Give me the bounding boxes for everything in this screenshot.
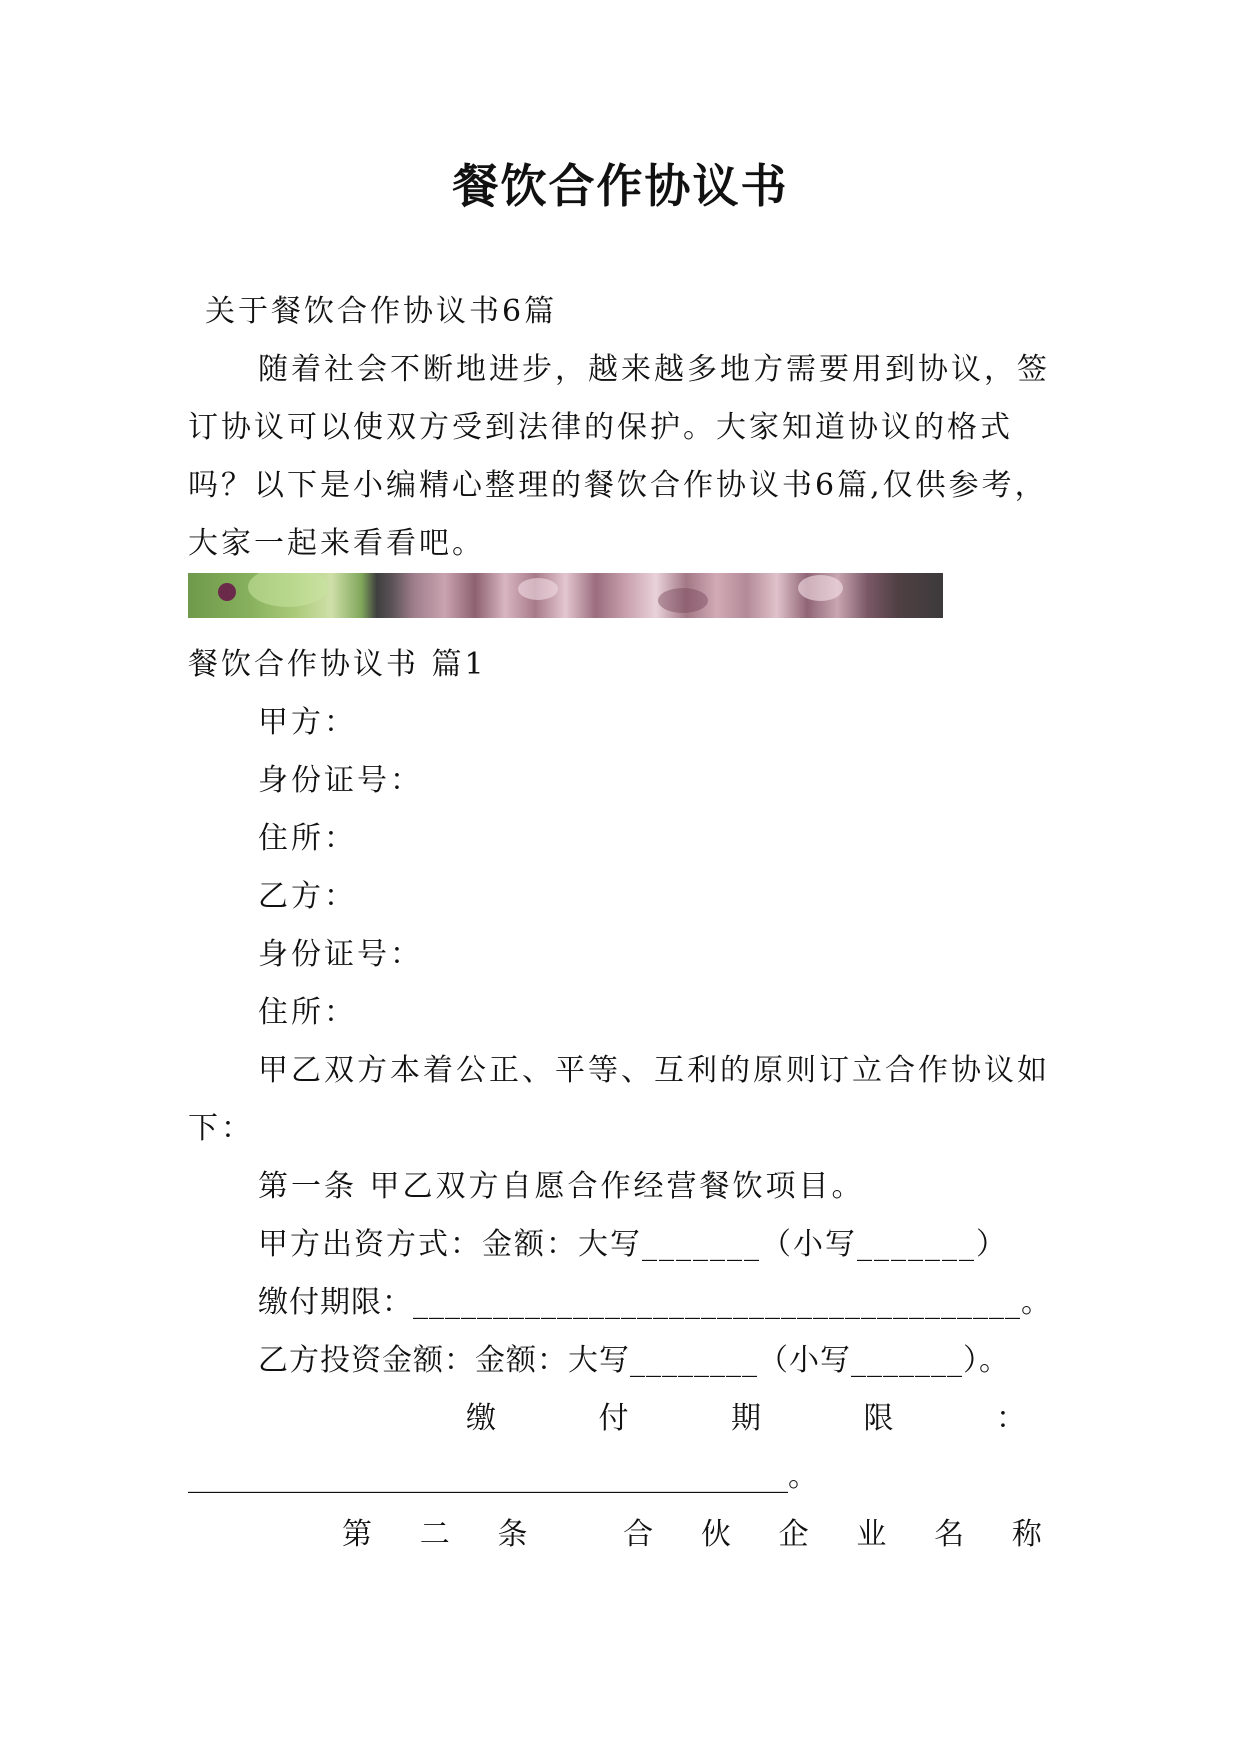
char: 限 [863,1401,894,1436]
article-2-heading [342,1515,1042,1555]
payment-deadline-1: 缴付期限：______________________________________。 [258,1285,1052,1320]
char: 合 [623,1517,654,1552]
char: 名 [934,1517,965,1552]
char: 伙 [700,1517,731,1552]
article-1: 第一条 甲乙双方自愿合作经营餐饮项目。 [258,1169,865,1204]
party-b-label: 乙方： [258,879,357,914]
party-b-investment: 乙方投资金额：金额：大写________（小写_______）。 [258,1343,1010,1378]
food-photo [188,573,943,618]
party-b-address-label: 住所： [258,995,357,1030]
principle-line-2: 下： [188,1111,254,1146]
char: 条 [497,1517,528,1552]
intro-line-4: 大家一起来看看吧。 [188,526,485,561]
section-heading: 餐饮合作协议书 篇1 [188,647,487,682]
payment-deadline-2-label [466,1399,1026,1439]
party-a-label: 甲方： [258,705,357,740]
char: 第 [342,1517,372,1552]
party-a-investment: 甲方出资方式：金额：大写_______（小写_______） [258,1227,1008,1262]
intro-line-1: 随着社会不断地进步，越来越多地方需要用到协议，签 [258,352,1050,387]
char: 二 [419,1517,450,1552]
char: 期 [731,1401,761,1436]
party-b-id-label: 身份证号： [258,937,423,972]
document-title: 餐饮合作协议书 [452,159,789,213]
payment-deadline-2-blank: ________________________________________。 [188,1459,818,1494]
char: 缴 [466,1401,496,1436]
party-a-address-label: 住所： [258,821,357,856]
char: 称 [1011,1517,1042,1552]
char: 付 [598,1401,629,1436]
intro-line-2: 订协议可以使双方受到法律的保护。大家知道协议的格式 [188,410,1013,445]
char: 业 [856,1517,887,1552]
char: 企 [778,1517,809,1552]
char: ： [996,1401,1026,1436]
party-a-id-label: 身份证号： [258,763,423,798]
principle-line-1: 甲乙双方本着公正、平等、互利的原则订立合作协议如 [258,1053,1050,1088]
document-subtitle: 关于餐饮合作协议书6篇 [205,294,558,329]
intro-line-3: 吗？以下是小编精心整理的餐饮合作协议书6篇,仅供参考， [188,468,1048,503]
